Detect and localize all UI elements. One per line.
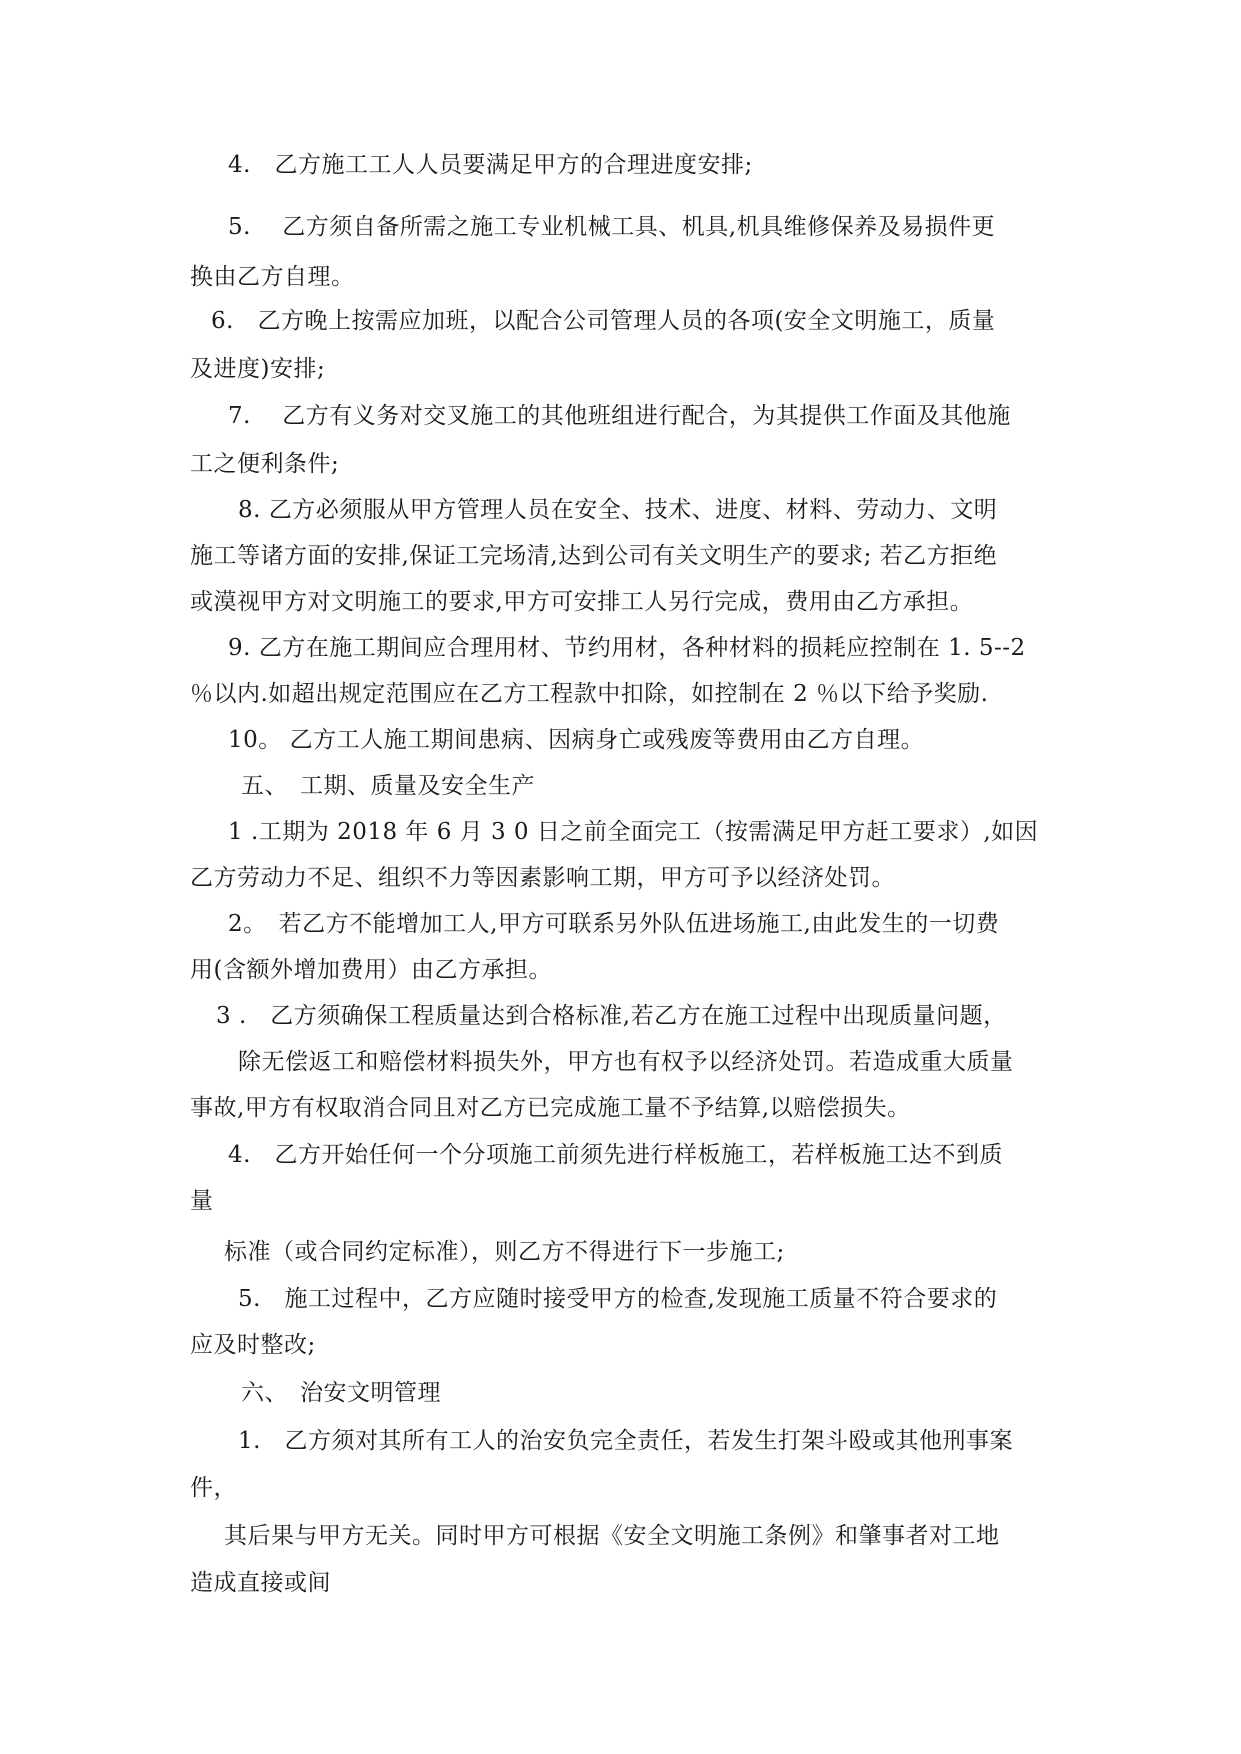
text-line: 6. 乙方晚上按需应加班，以配合公司管理人员的各项(安全文明施工，质量 — [211, 308, 996, 334]
section-heading: 六、 治安文明管理 — [241, 1380, 441, 1406]
text-line: 其后果与甲方无关。同时甲方可根据《安全文明施工条例》和肇事者对工地 — [224, 1523, 1000, 1549]
text-line: 10。 乙方工人施工期间患病、因病身亡或残废等费用由乙方自理。 — [228, 727, 925, 753]
text-line: 或漠视甲方对文明施工的要求,甲方可安排工人另行完成，费用由乙方承担。 — [190, 589, 974, 615]
text-line: ％以内.如超出规定范围应在乙方工程款中扣除，如控制在 2 ％以下给予奖励. — [190, 681, 989, 707]
text-line: 用(含额外增加费用）由乙方承担。 — [190, 957, 552, 983]
text-line: 标准（或合同约定标准），则乙方不得进行下一步施工; — [224, 1239, 785, 1265]
text-line: 乙方劳动力不足、组织不力等因素影响工期，甲方可予以经济处罚。 — [190, 865, 895, 891]
section-heading: 五、 工期、质量及安全生产 — [241, 773, 535, 799]
text-line: 造成直接或间 — [190, 1570, 331, 1596]
text-line: 9. 乙方在施工期间应合理用材、节约用材，各种材料的损耗应控制在 1. 5--2 — [228, 635, 1026, 661]
text-line: 施工等诸方面的安排,保证工完场清,达到公司有关文明生产的要求; 若乙方拒绝 — [190, 543, 998, 569]
text-line: 换由乙方自理。 — [190, 264, 355, 290]
text-line: 7. 乙方有义务对交叉施工的其他班组进行配合，为其提供工作面及其他施 — [228, 403, 1011, 429]
text-line: 1 .工期为 2018 年 6 月 3 0 日之前全面完工（按需满足甲方赶工要求）,如因 — [228, 819, 1039, 845]
text-line: 除无偿返工和赔偿材料损失外，甲方也有权予以经济处罚。若造成重大质量 — [238, 1049, 1014, 1075]
text-line: 8. 乙方必须服从甲方管理人员在安全、技术、进度、材料、劳动力、文明 — [238, 497, 998, 523]
text-line: 事故,甲方有权取消合同且对乙方已完成施工量不予结算,以赔偿损失。 — [190, 1095, 911, 1121]
text-line: 5. 施工过程中，乙方应随时接受甲方的检查,发现施工质量不符合要求的 — [238, 1286, 998, 1312]
text-line: 量 — [190, 1188, 214, 1214]
text-line: 4. 乙方开始任何一个分项施工前须先进行样板施工，若样板施工达不到质 — [228, 1142, 1003, 1168]
text-line: 工之便利条件; — [190, 451, 340, 477]
text-line: 2。 若乙方不能增加工人,甲方可联系另外队伍进场施工,由此发生的一切费 — [228, 911, 1000, 937]
text-line: 应及时整改; — [190, 1332, 316, 1358]
text-line: 1. 乙方须对其所有工人的治安负完全责任，若发生打架斗殴或其他刑事案 — [238, 1428, 1013, 1454]
text-line: 件， — [190, 1475, 237, 1501]
text-line: 4. 乙方施工工人人员要满足甲方的合理进度安排; — [228, 152, 753, 178]
text-line: 3 . 乙方须确保工程质量达到合格标准,若乙方在施工过程中出现质量问题， — [216, 1003, 1007, 1029]
text-line: 及进度)安排; — [190, 356, 326, 382]
text-line: 5. 乙方须自备所需之施工专业机械工具、机具,机具维修保养及易损件更 — [228, 214, 996, 240]
